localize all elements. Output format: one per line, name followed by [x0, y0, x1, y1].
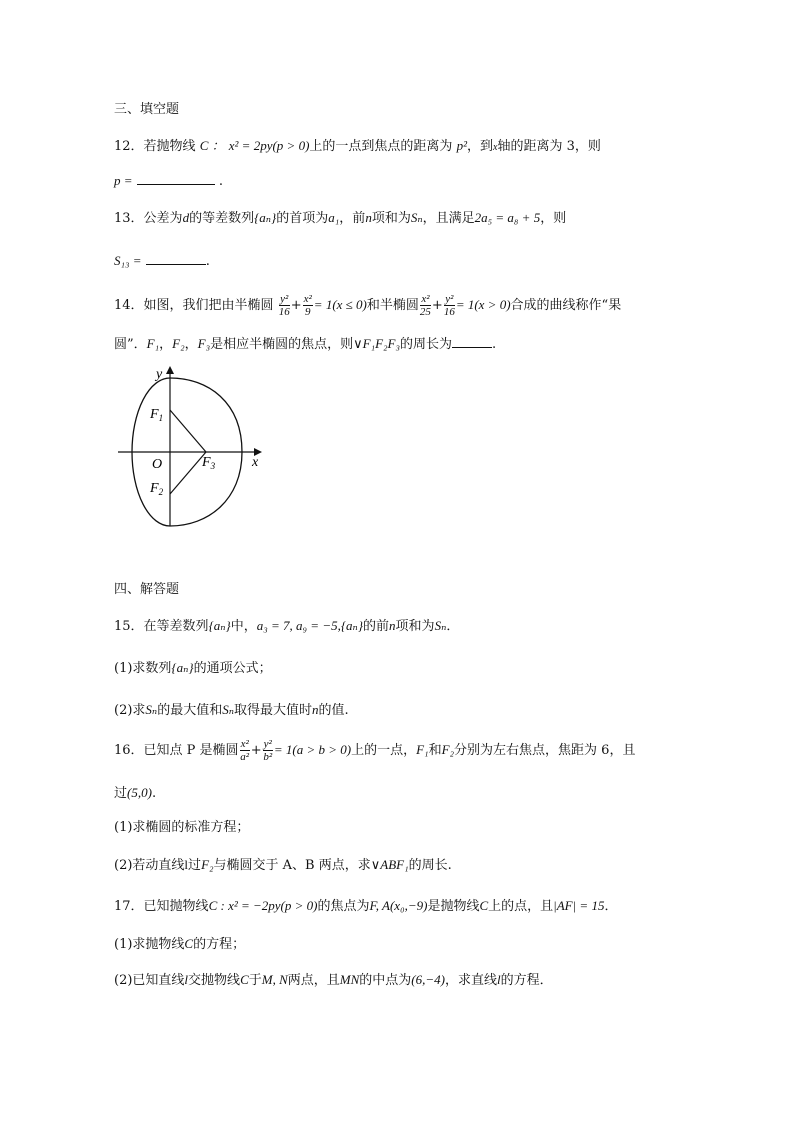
section-heading-solve: 四、解答题: [114, 582, 180, 597]
question-13: 13．公差为d的等差数列{aₙ}的首项为a₁，前n项和为Sₙ，且满足2a₅ = a₈ + 5，则: [114, 210, 567, 226]
question-17: 17．已知抛物线C : x² = −2py(p > 0)的焦点为F, A(x₀,−9)是抛物线C上的点，且|AF| = 15．: [114, 898, 618, 914]
x-axis-label: x: [252, 455, 259, 470]
question-14: 14．如图，我们把由半椭圆 $\frac{\text{y²}}{16}$ + $\frac{\text{x²}}{9}$ = 1(x ≤ 0)和半椭圆 $\frac{\text{x²}}{25}$ + $\frac{\text{y²}}{16}$ = 1(x > 0)合成的曲线称作“果: [114, 293, 622, 318]
question-16: 16．已知点 P 是椭圆 $\frac{\text{x²}}{\text{a²}}$ + $\frac{\text{y²}}{\text{b²}}$ = 1(a > b > 0)上的一点，F₁和F₂分别为左右焦点，焦距为 6，且: [114, 738, 636, 763]
question-17-part2: (2)已知直线l交抛物线C于M, N两点，且MN的中点为(6,−4)，求直线l的方程．: [114, 972, 553, 988]
fruit-ellipse-figure: [110, 362, 270, 532]
answer-blank[interactable]: [452, 335, 492, 348]
origin-label: O: [152, 457, 163, 472]
question-15-part2: (2)求Sₙ的最大值和Sₙ取得最大值时n的值.: [114, 702, 349, 718]
y-axis-label: y: [156, 367, 163, 382]
question-12-answer: p = .: [114, 173, 223, 189]
focus-f1-label: $F_1$: [150, 407, 164, 423]
answer-blank[interactable]: [146, 252, 206, 265]
question-16-line2: 过(5,0).: [114, 785, 157, 801]
focus-f2-label: $F_2$: [150, 481, 164, 497]
question-17-part1: (1)求抛物线C的方程；: [114, 936, 246, 952]
section-heading-fill-in: 三、填空题: [114, 102, 180, 117]
question-16-part2: (2)若动直线l过F₂与椭圆交于 A、B 两点，求∨ABF₁的周长.: [114, 857, 452, 873]
question-15-part1: (1)求数列{aₙ}的通项公式；: [114, 660, 272, 676]
question-15: 15．在等差数列{aₙ}中，a₃ = 7, a₉ = −5,{aₙ}的前n项和为Sₙ．: [114, 618, 460, 634]
question-14-line2: 圆”．F₁，F₂，F₃是相应半椭圆的焦点，则∨F₁F₂F₃的周长为 .: [114, 336, 497, 352]
question-16-part1: (1)求椭圆的标准方程；: [114, 820, 250, 835]
question-13-answer: S₁₃ = .: [114, 253, 210, 269]
focus-f3-label: $F_3$: [202, 455, 216, 471]
answer-blank[interactable]: [137, 172, 215, 185]
question-12: 12．若抛物线 C ： x² = 2py(p > 0)上的一点到焦点的距离为 p²，到x轴的距离为 3，则: [114, 138, 601, 154]
